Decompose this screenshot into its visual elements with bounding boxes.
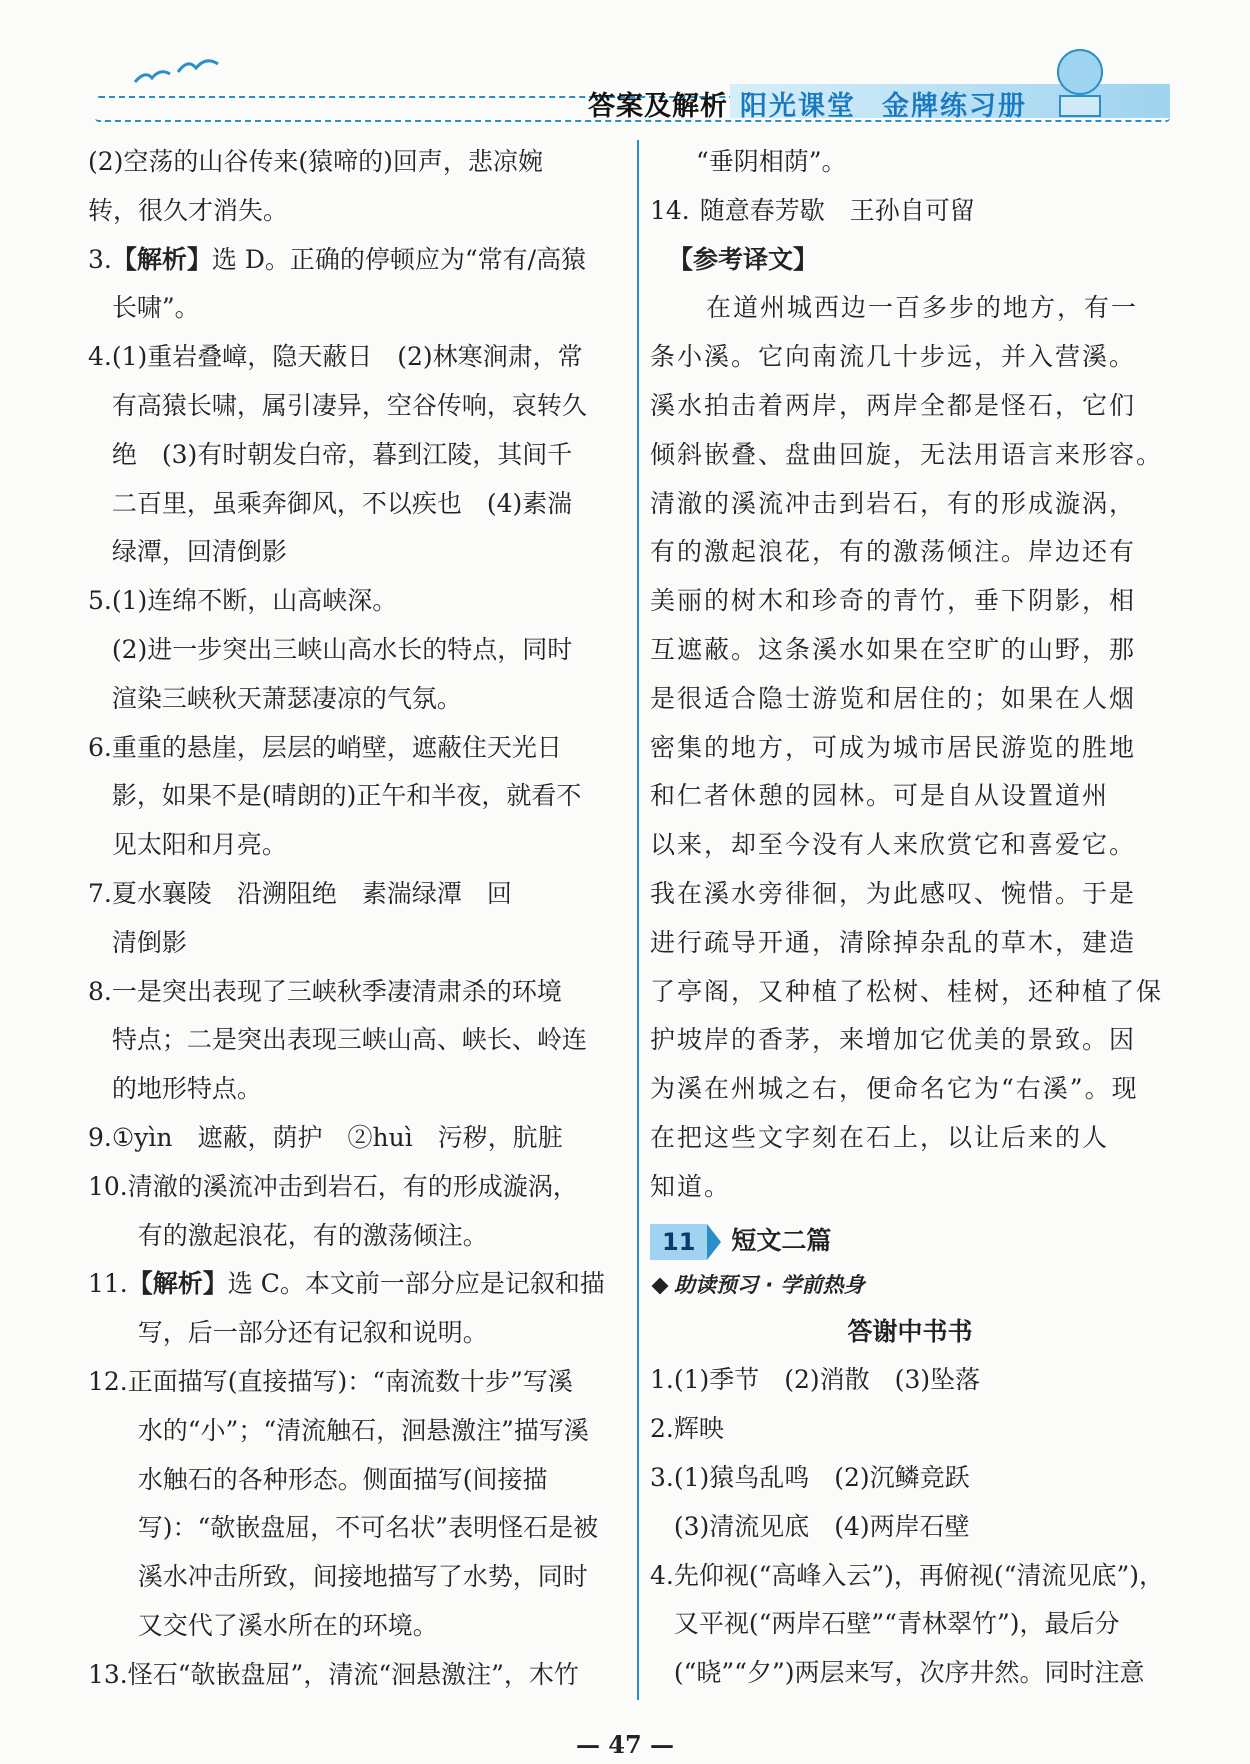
left-column xyxy=(88,138,618,1700)
answer-line-text: 的地形特点。 xyxy=(111,1074,262,1104)
answer-body xyxy=(112,577,618,723)
translation-line: 我在溪水旁徘徊，为此感叹、惋惜。于是 xyxy=(650,878,1137,908)
answer-number: 12. xyxy=(88,1366,128,1396)
answer-line xyxy=(128,1602,618,1651)
answer-line-text: (“晓”“夕”)两层来写，次序井然。同时注意 xyxy=(673,1658,1145,1688)
answer-line-text: 写，后一部分还有记叙和说明。 xyxy=(137,1318,488,1348)
answer-number: 11. xyxy=(88,1269,128,1299)
translation-line: 在把这些文字刻在石上，以让后来的人 xyxy=(650,1122,1110,1152)
answer-line-text: 正面描写(直接描写)：“南流数十步”写溪 xyxy=(127,1366,573,1396)
answer-line-text: 又交代了溪水所在的环境。 xyxy=(137,1610,438,1640)
answer-number: 8. xyxy=(88,976,112,1006)
answer-line-text: 水的“小”；“清流触石，洄悬激注”描写溪 xyxy=(137,1415,589,1445)
answer-line xyxy=(88,187,618,236)
answer-line xyxy=(674,1552,1170,1601)
answer-line xyxy=(128,1651,618,1700)
answer-number: 1. xyxy=(650,1365,674,1395)
answer-body xyxy=(674,1552,1170,1698)
answer-line xyxy=(112,772,618,821)
translation-line: 了亭阁，又种植了松树、桂树，还种植了保 xyxy=(650,976,1164,1006)
translation-line: 是很适合隐士游览和居住的；如果在人烟 xyxy=(650,683,1137,713)
answer-line-text: 夏水襄陵 沿溯阻绝 素湍绿潭 回 xyxy=(111,878,512,908)
answer-number: 3. xyxy=(88,244,112,274)
answer-body xyxy=(112,724,618,870)
answer-line xyxy=(112,724,618,773)
answer-line xyxy=(112,626,618,675)
answer-line xyxy=(128,1212,618,1261)
answer-line-text: 怪石“欹嵌盘屈”，清流“洄悬激注”，木竹 xyxy=(127,1659,579,1689)
answer-line-text: 特点；二是突出表现三峡山高、峡长、岭连 xyxy=(111,1025,587,1055)
answer-line-text: (1)重岩叠嶂，隐天蔽日 (2)林寒涧肃，常 xyxy=(111,342,583,372)
answer-line-text: 有高猿长啸，属引凄异，空谷传响，哀转久 xyxy=(111,390,587,420)
answer-body xyxy=(88,138,618,236)
diamond-bullet-icon xyxy=(652,1277,669,1294)
answer-line xyxy=(112,821,618,870)
right-column xyxy=(650,138,1170,1698)
reference-translation xyxy=(650,284,1170,1211)
answer-line-text: 先仰视(“高峰入云”)，再俯视(“清流见底”)， xyxy=(673,1560,1164,1590)
answer-item xyxy=(88,577,618,723)
answer-line-text: 又平视(“两岸石壁”“青林翠竹”)，最后分 xyxy=(673,1609,1120,1639)
reference-translation-title: 【参考译文】 xyxy=(668,244,819,274)
answer-line-text: 有的激起浪花，有的激荡倾注。 xyxy=(137,1220,488,1250)
answer-line-text: (1)连绵不断，山高峡深。 xyxy=(111,586,398,616)
answer-body xyxy=(674,1356,1170,1405)
answer-line-text: 见太阳和月亮。 xyxy=(111,830,287,860)
answer-number: 4. xyxy=(88,342,112,372)
answer-text: 随意春芳歇 王孙自可留 xyxy=(699,195,975,225)
answer-line xyxy=(112,968,618,1017)
translation-line: 溪水拍击着两岸，两岸全都是怪石，它们 xyxy=(650,390,1137,420)
essay-title: 答谢中书书 xyxy=(847,1316,973,1346)
answer-line xyxy=(128,1504,618,1553)
page-header xyxy=(0,0,1250,130)
answer-body xyxy=(128,1163,618,1261)
answer-line-text: (1)季节 (2)消散 (3)坠落 xyxy=(673,1365,981,1395)
answer-number: 10. xyxy=(88,1171,128,1201)
answer-line xyxy=(112,480,618,529)
answer-body xyxy=(128,1651,618,1700)
answer-line xyxy=(674,1600,1170,1649)
answer-line-text: 绝 (3)有时朝发白帝，暮到江陵，其间千 xyxy=(111,439,573,469)
globe-icon xyxy=(1040,42,1120,118)
translation-line: 条小溪。它向南流几十步远，并入营溪。 xyxy=(650,342,1137,372)
answer-line xyxy=(128,1553,618,1602)
answer-body xyxy=(128,1358,618,1651)
section-heading xyxy=(650,1220,1170,1264)
page-number: — 47 — xyxy=(575,1730,675,1759)
column-divider xyxy=(637,140,639,1700)
answer-line-text: 影，如果不是(晴朗的)正午和半夜，就看不 xyxy=(111,781,582,811)
answer-item xyxy=(88,1358,618,1651)
answer-item xyxy=(88,870,618,968)
answer-item xyxy=(650,1405,1170,1454)
translation-line: 清澈的溪流冲击到岩石，有的形成漩涡， xyxy=(650,488,1137,518)
answer-line-text: (2)空荡的山谷传来(猿啼的)回声，悲凉婉 xyxy=(88,147,543,176)
answer-line xyxy=(128,1407,618,1456)
answer-line-text: ①yìn 遮蔽，荫护 ②huì 污秽，肮脏 xyxy=(111,1122,563,1152)
translation-line: 在道州城西边一百多步的地方，有一 xyxy=(706,293,1139,323)
answer-item xyxy=(88,968,618,1114)
answer-line-text: 清倒影 xyxy=(111,927,187,957)
answer-number: 6. xyxy=(88,732,112,762)
answer-body xyxy=(128,1260,618,1358)
translation-line: 美丽的树木和珍奇的青竹，垂下阴影，相 xyxy=(650,586,1137,616)
answer-item xyxy=(650,1454,1170,1552)
answer-line-text: (3)清流见底 (4)两岸石壁 xyxy=(673,1511,970,1541)
answer-14 xyxy=(650,187,1170,236)
translation-line: 互遮蔽。这条溪水如果在空旷的山野，那 xyxy=(650,634,1137,664)
answer-line xyxy=(112,431,618,480)
section-arrow-icon xyxy=(707,1224,721,1260)
translation-line: 以来，却至今没有人来欣赏它和喜爱它。 xyxy=(650,830,1137,860)
answer-item xyxy=(88,1651,618,1700)
answer-number: 3. xyxy=(650,1462,674,1492)
section-number: 11 xyxy=(650,1224,707,1260)
answer-line-text: 清澈的溪流冲击到岩石，有的形成漩涡， xyxy=(127,1171,578,1201)
answer-number: 9. xyxy=(88,1122,112,1152)
answer-line xyxy=(112,919,618,968)
answer-line xyxy=(128,1309,618,1358)
answer-line xyxy=(88,138,618,187)
answer-line xyxy=(674,1356,1170,1405)
right-answer-list xyxy=(650,1356,1170,1698)
translation-line: 为溪在州城之右，便命名它为“右溪”。现 xyxy=(650,1074,1139,1104)
answer-body xyxy=(674,1454,1170,1552)
answer-line-text: 选 C。本文前一部分应是记叙和描 xyxy=(227,1269,605,1299)
answer-body xyxy=(112,870,618,968)
answer-body xyxy=(112,333,618,577)
answer-line-text: 二百里，虽乘奔御风，不以疾也 (4)素湍 xyxy=(111,488,573,518)
answer-item xyxy=(650,1356,1170,1405)
answer-line-text: 溪水冲击所致，间接地描写了水势，同时 xyxy=(137,1562,588,1592)
analysis-tag: 【解析】 xyxy=(111,244,212,274)
answer-number: 4. xyxy=(650,1560,674,1590)
answer-line-text: 转，很久才消失。 xyxy=(88,195,289,225)
answer-line xyxy=(674,1649,1170,1698)
answer-line-text: 写)：“欹嵌盘屈，不可名状”表明怪石是被 xyxy=(137,1513,599,1543)
answer-line-text: 辉映 xyxy=(673,1414,724,1444)
answer-body xyxy=(674,1405,1170,1454)
subsection-title: 助读预习 · 学前热身 xyxy=(674,1273,865,1298)
answer-item xyxy=(88,1260,618,1358)
answer-item xyxy=(88,1114,618,1163)
brand-name: 阳光课堂 xyxy=(740,91,856,122)
answer-body xyxy=(112,236,618,334)
answer-body xyxy=(112,968,618,1114)
answer-line-text: 绿潭，回清倒影 xyxy=(111,537,287,567)
answer-line xyxy=(112,1065,618,1114)
answer-line xyxy=(128,1358,618,1407)
answer-line xyxy=(112,1114,618,1163)
subsection-heading xyxy=(650,1264,1170,1308)
answer-line-text: 选 D。正确的停顿应为“常有/高猿 xyxy=(211,244,587,274)
section-title: 短文二篇 xyxy=(731,1226,832,1256)
answer-line xyxy=(112,528,618,577)
answer-line xyxy=(112,236,618,285)
answer-number: 5. xyxy=(88,586,112,616)
answer-number: 14. xyxy=(650,195,690,225)
answer-13-continued: “垂阴相荫”。 xyxy=(696,147,847,176)
answer-line xyxy=(112,577,618,626)
translation-line: 密集的地方，可成为城市居民游览的胜地 xyxy=(650,732,1137,762)
birds-icon xyxy=(130,52,220,92)
answer-line xyxy=(674,1405,1170,1454)
answer-item xyxy=(88,333,618,577)
answer-line xyxy=(128,1260,618,1309)
answer-line-text: (1)猿鸟乱鸣 (2)沉鳞竞跃 xyxy=(673,1462,970,1492)
translation-line: 和仁者休憩的园林。可是自从设置道州 xyxy=(650,781,1110,811)
answer-number: 2. xyxy=(650,1414,674,1444)
brand-series: 金牌练习册 xyxy=(882,91,1027,122)
answer-line xyxy=(112,382,618,431)
translation-line: 有的激起浪花，有的激荡倾注。岸边还有 xyxy=(650,537,1137,567)
translation-line: 倾斜嵌叠、盘曲回旋，无法用语言来形容。 xyxy=(650,439,1164,469)
answer-line xyxy=(112,1016,618,1065)
answer-line-text: 渲染三峡秋天萧瑟凄凉的气氛。 xyxy=(111,683,462,713)
answer-item xyxy=(650,1552,1170,1698)
translation-line: 护坡岸的香茅，来增加它优美的景致。因 xyxy=(650,1025,1137,1055)
answer-line xyxy=(112,675,618,724)
answer-line-text: 重重的悬崖，层层的峭壁，遮蔽住天光日 xyxy=(111,732,562,762)
answer-line xyxy=(112,284,618,333)
answer-line xyxy=(674,1454,1170,1503)
header-brand xyxy=(740,84,1027,123)
answer-body xyxy=(112,1114,618,1163)
answer-number: 7. xyxy=(88,878,112,908)
header-title: 答案及解析 xyxy=(588,91,728,122)
answer-number: 13. xyxy=(88,1659,128,1689)
translation-line: 进行疏导开通，清除掉杂乱的草木，建造 xyxy=(650,927,1137,957)
answer-line xyxy=(128,1456,618,1505)
answer-line-text: 一是突出表现了三峡秋季凄清肃杀的环境 xyxy=(111,976,562,1006)
answer-line-text: 水触石的各种形态。侧面描写(间接描 xyxy=(137,1464,548,1494)
answer-item xyxy=(88,1163,618,1261)
translation-line: 知道。 xyxy=(650,1171,732,1201)
answer-line xyxy=(112,333,618,382)
answer-line-text: 长啸”。 xyxy=(111,293,200,323)
answer-line xyxy=(112,870,618,919)
answer-line-text: (2)进一步突出三峡山高水长的特点，同时 xyxy=(111,634,573,664)
answer-line xyxy=(674,1503,1170,1552)
answer-item xyxy=(88,724,618,870)
answer-line xyxy=(128,1163,618,1212)
answer-item xyxy=(88,138,618,236)
answer-item xyxy=(88,236,618,334)
analysis-tag: 【解析】 xyxy=(127,1269,228,1299)
